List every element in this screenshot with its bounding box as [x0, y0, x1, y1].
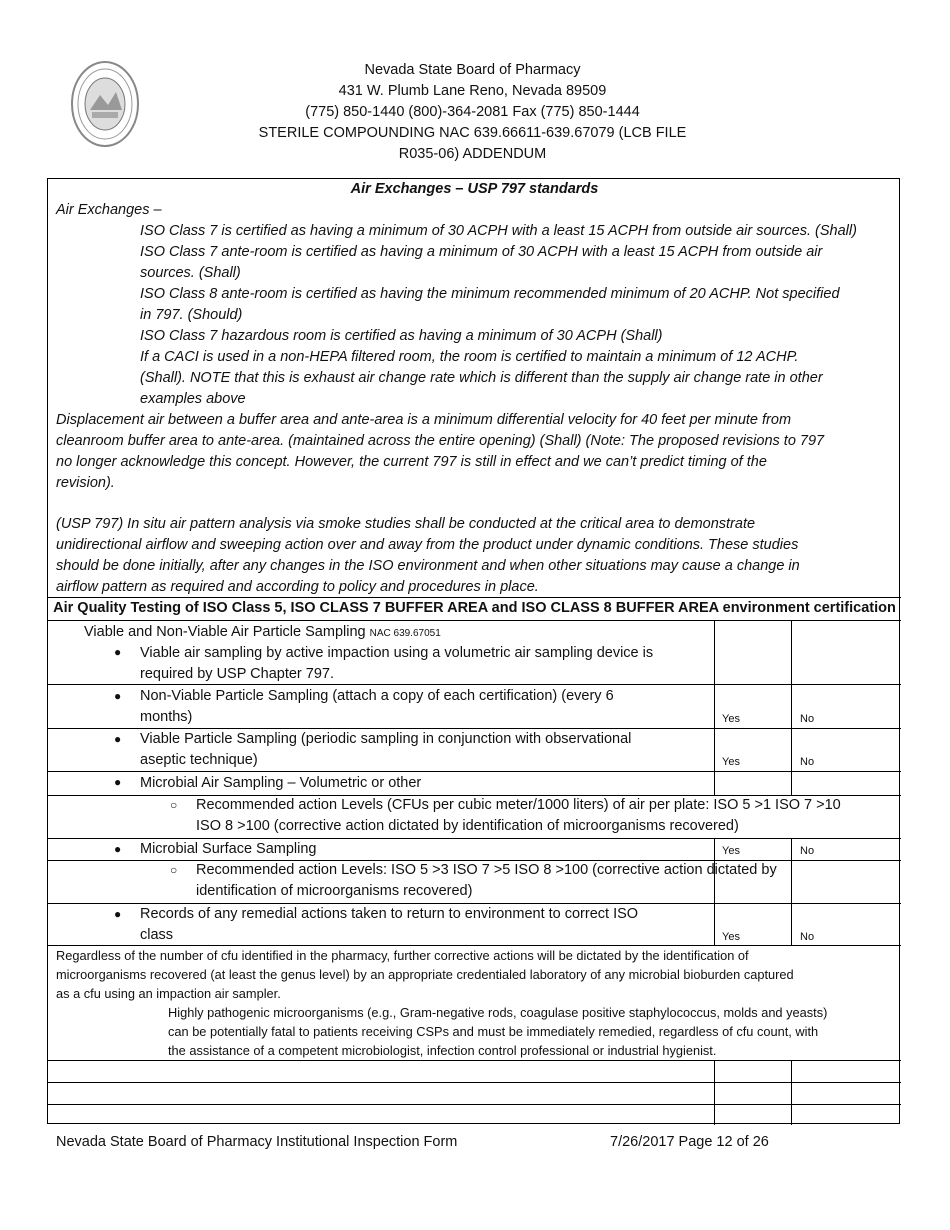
bullet-icon: ● [114, 645, 122, 659]
air-exchange-line: ISO Class 7 ante-room is certified as having a minimum of 30 ACPH with a least 15 ACPH from outside air [140, 244, 823, 260]
air-exchange-line: sources. (Shall) [140, 265, 241, 281]
no-checkbox-label[interactable]: No [800, 931, 815, 943]
item-line: Records of any remedial actions taken to return to environment to correct ISO [140, 906, 639, 922]
insitu-line: should be done initially, after any changes in the ISO environment and when other situations may cause a change in [56, 558, 800, 574]
yes-checkbox-label[interactable]: Yes [722, 756, 740, 768]
bullet-icon: ● [114, 842, 122, 856]
header-line: R035-06) ADDENDUM [398, 146, 547, 162]
microbial-surface-sampling-item: Microbial Surface Sampling [140, 841, 317, 857]
sub-bullet-icon: ○ [170, 863, 178, 877]
air-exchange-line: (Shall). NOTE that this is exhaust air change rate which is different than the supply air change rate in other [140, 370, 823, 386]
bullet-icon: ● [114, 689, 122, 703]
item-line: Recommended action Levels: ISO 5 >3 ISO 7 >5 ISO 8 >100 (corrective action dictated by [196, 862, 777, 878]
item-line: required by USP Chapter 797. [140, 666, 334, 682]
item-line: Viable Particle Sampling (periodic sampling in conjunction with observational [140, 731, 632, 747]
header-line: STERILE COMPOUNDING NAC 639.66611-639.67079 (LCB FILE [258, 125, 687, 141]
yes-checkbox-label[interactable]: Yes [722, 713, 740, 725]
yes-checkbox-label[interactable]: Yes [722, 845, 740, 857]
displacement-line: revision). [56, 475, 115, 491]
state-seal-icon [70, 60, 140, 148]
sub-bullet-icon: ○ [170, 798, 178, 812]
air-exchange-line: in 797. (Should) [140, 307, 243, 323]
viable-particle-sampling-item [140, 729, 631, 771]
air-exchange-line: If a CACI is used in a non-HEPA filtered room, the room is certified to maintain a minimum of 12 ACHP. [140, 349, 799, 365]
air-action-levels-item [196, 795, 841, 837]
header-line: Nevada State Board of Pharmacy [364, 62, 581, 78]
air-exchange-line: ISO Class 7 hazardous room is certified as having a minimum of 30 ACPH (Shall) [140, 328, 663, 344]
air-exchange-line: examples above [140, 391, 246, 407]
inspection-table [47, 178, 900, 1124]
insitu-paragraph [56, 514, 800, 598]
air-exchange-line: ISO Class 7 is certified as having a minimum of 30 ACPH with a least 15 ACPH from outside air sources. (Shall) [140, 223, 857, 239]
letterhead [200, 60, 745, 165]
item-line: Viable air sampling by active impaction using a volumetric air sampling device is [140, 645, 654, 661]
item-line: identification of microorganisms recovered) [196, 883, 473, 899]
no-checkbox-label[interactable]: No [800, 713, 815, 725]
item-line: ISO 8 >100 (corrective action dictated by identification of microorganisms recovered) [196, 818, 739, 834]
no-checkbox-label[interactable]: No [800, 845, 815, 857]
footer-page-info: 7/26/2017 Page 12 of 26 [610, 1134, 769, 1150]
footer-form-title: Nevada State Board of Pharmacy Institutional Inspection Form [56, 1134, 458, 1150]
note-line: the assistance of a competent microbiologist, infection control professional or industrial hygienist. [168, 1043, 717, 1058]
sampling-label: Viable and Non-Viable Air Particle Sampling [84, 624, 366, 640]
note-line: can be potentially fatal to patients receiving CSPs and must be immediately remedied, regardless of cfu count, with [168, 1024, 819, 1039]
pathogen-note-paragraph [168, 1003, 827, 1060]
item-line: Non-Viable Particle Sampling (attach a copy of each certification) (every 6 [140, 688, 614, 704]
air-quality-title: Air Quality Testing of ISO Class 5, ISO CLASS 7 BUFFER AREA and ISO CLASS 8 BUFFER AREA environment certification [53, 600, 896, 616]
header-line: (775) 850-1440 (800)-364-2081 Fax (775) 850-1444 [305, 104, 640, 120]
note-line: as a cfu using an impaction air sampler. [56, 986, 281, 1001]
non-viable-sampling-item [140, 686, 614, 728]
cfu-note-paragraph [56, 946, 794, 1003]
note-line: microorganisms recovered (at least the genus level) by an appropriate credentialed laboratory of any microbial bioburden captured [56, 967, 794, 982]
surface-action-levels-item [196, 860, 777, 902]
bullet-icon: ● [114, 732, 122, 746]
insitu-line: airflow pattern as required and according to policy and procedures in place. [56, 579, 539, 595]
displacement-paragraph [56, 410, 824, 494]
yes-checkbox-label[interactable]: Yes [722, 931, 740, 943]
remedial-actions-item [140, 904, 638, 946]
note-line: Regardless of the number of cfu identified in the pharmacy, further corrective actions will be dictated by the identification of [56, 948, 749, 963]
item-line: aseptic technique) [140, 752, 258, 768]
air-exchanges-list [140, 221, 857, 410]
item-line: months) [140, 709, 193, 725]
note-line: Highly pathogenic microorganisms (e.g., Gram-negative rods, coagulase positive staphylococcus, molds and yeasts) [168, 1005, 828, 1020]
insitu-line: (USP 797) In situ air pattern analysis via smoke studies shall be conducted at the critical area to demonstrate [56, 516, 756, 532]
header-line: 431 W. Plumb Lane Reno, Nevada 89509 [338, 83, 607, 99]
insitu-line: unidirectional airflow and sweeping action over and away from the product under dynamic conditions. These studies [56, 537, 799, 553]
sampling-ref: NAC 639.67051 [369, 628, 441, 639]
air-exchanges-title: Air Exchanges – USP 797 standards [350, 181, 599, 197]
bullet-icon: ● [114, 907, 122, 921]
item-line: class [140, 927, 174, 943]
bullet-icon: ● [114, 775, 122, 789]
displacement-line: Displacement air between a buffer area and ante-area is a minimum differential velocity for 40 feet per minute from [56, 412, 792, 428]
air-exchange-line: ISO Class 8 ante-room is certified as having the minimum recommended minimum of 20 ACHP. Not specified [140, 286, 840, 302]
item-line: Recommended action Levels (CFUs per cubic meter/1000 liters) of air per plate: ISO 5 >1 ISO 7 >10 [196, 797, 841, 813]
no-checkbox-label[interactable]: No [800, 756, 815, 768]
sampling-heading [84, 622, 441, 644]
displacement-line: no longer acknowledge this concept. However, the current 797 is still in effect and we can’t predict timing of the [56, 454, 767, 470]
displacement-line: cleanroom buffer area to ante-area. (maintained across the entire opening) (Shall) (Note: The proposed revisions to 797 [56, 433, 825, 449]
air-exchanges-label: Air Exchanges – [56, 202, 162, 218]
microbial-air-sampling-item: Microbial Air Sampling – Volumetric or other [140, 775, 422, 791]
viable-air-sampling-item [140, 643, 653, 685]
